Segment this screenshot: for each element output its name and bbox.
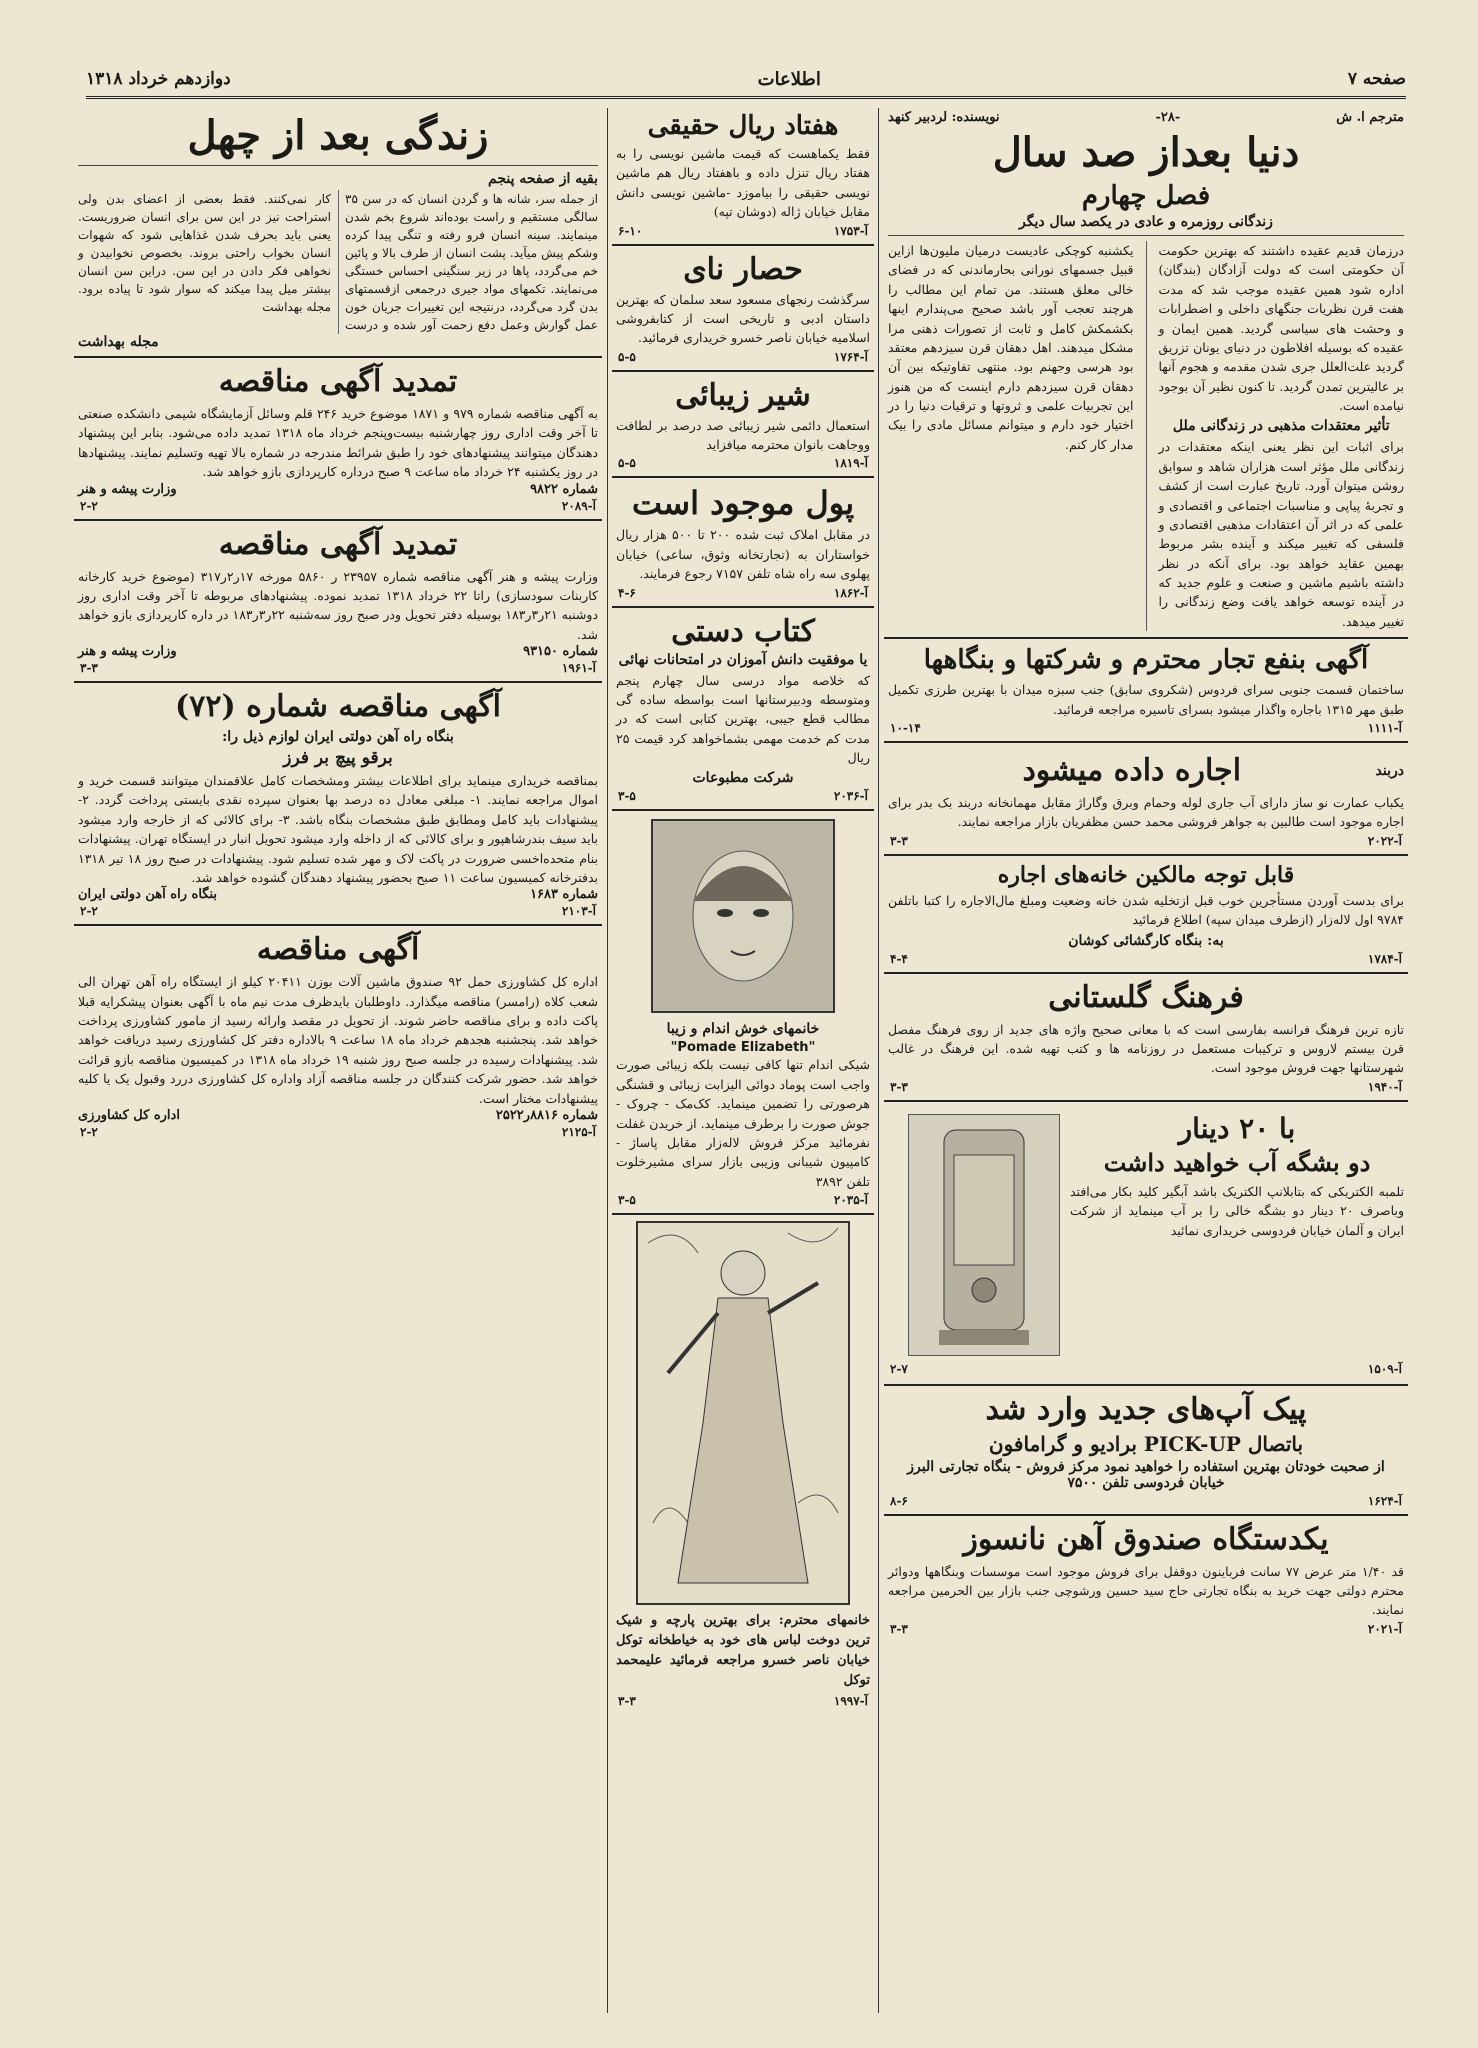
ad-num: ۶-۱۰ [618,223,643,238]
tender1-body: به آگهی مناقصه شماره ۹۷۹ و ۱۸۷۱ موضوع خرید ۲۴۶ قلم وسائل آزمایشگاه شیمی دانشکده صنعتی تا آخر وقت اداری روز چهارشنبه بیست‌وپنجم خرداد ماه ۱۳۱۸ تمدید داده می‌شود. بنابر این پیشنهاد دهندگان میتوانند پیشنهادهای خود را طبق شرائط مندرجه در شماره بالا تهیه وتسلیم نمایند. پیشنهادها در روز یکشنبه ۲۴ خرداد ماه ساعت ۹ صبح درداره کارپردازی بازو خواهد شد. [78,406,598,480]
ad-pickup [884,1392,1408,1508]
tender1-title: تمدید آگهی مناقصه [218,364,458,399]
stove-body: تلمبه الکتریکی که بتابلانپ الکتریک باشد آبگیر کلید بکار می‌افتد وباصرف ۲۰ دینار دو بشگه خالی را بر آب مینماید از شرکت ایران و آلمان خیابان فردوسی خریداری نمائید [1070,1184,1404,1238]
handbook-body: که خلاصه مواد درسی سال چهارم پنجم ومتوسطه ودبیرستانها است بواسطه ساده گی مطالب قطع جیبی، بهترین کتابی است که در مدت کم خدمت مهمی بشماخواهد کرد قیمت ۲۵ ریال [616,672,870,765]
rent-body: یکباب عمارت نو ساز دارای آب جاری لوله وحمام وبرق وگاراژ مقابل مهمانخانه دربند بک بدر برای اجاره موجود است طالبین به جواهر فروشی محمد حسن مظفریان بازار مراجعه نمایند. [888,795,1404,830]
tender3-items: برقو پیچ بر فرز [283,748,393,768]
right-column [884,108,1408,2013]
tender4-sign: اداره کل کشاورزی [78,1107,180,1123]
ad-num: ۲-۲ [80,1124,98,1139]
ad-num: ۸-۶ [890,1493,908,1508]
pickup-line: باتصال PICK-UP برادیو و گرامافون [988,1431,1304,1456]
ad-typing [612,111,874,238]
tender1-sign: وزارت پیشه و هنر [78,481,177,497]
ad-num: ۴-۶ [618,585,636,600]
ad-merchants [884,645,1408,735]
ad-num: ۴-۴ [890,951,908,966]
rent-title: اجاره داده میشود [1022,753,1242,789]
ad-landlords [884,862,1408,966]
tender3-title: آگهی مناقصه شماره (۷۲) [175,689,501,724]
ad-code: آ-۱۱۱۱ [1367,721,1402,736]
tender4-ref: شماره ۸۸۱۶ر۲۵۲۲ [495,1107,598,1123]
ad-code: آ-۱۷۵۳ [833,223,868,238]
page-header [86,62,1406,99]
issue-date: دوازدهم خرداد ۱۳۱۸ [86,69,231,89]
ad-num: ۳-۳ [618,1693,636,1708]
ad-num: ۵-۵ [618,456,636,471]
ad-num: ۳-۳ [890,833,908,848]
ad-merchants-body: ساختمان قسمت جنوبی سرای فردوس (شکروی سابق) جنب سبزه میدان با بهترین طرزی تکمیل طبق مهر ۱۳۱۵ باجاره واگذار میشود بسرای تاسیره مراجعه فرمائید. [888,682,1404,717]
newspaper-name: اطلاعات [757,68,821,90]
ad-code: آ-۲۱۲۵ [561,1124,596,1139]
stove-title: با ۲۰ دینار [1178,1111,1296,1145]
tender2-sign: وزارت پیشه و هنر [78,644,177,659]
tender2-body: وزارت پیشه و هنر آگهی مناقصه شماره ۲۳۹۵۷ ر ۵۸۶۰ مورخه ۱۷ر۲ر۳۱۷ (موضوع خرید کارخانه کاربنات سودسازی) راتا ۲۲ خرداد ۱۳۱۸ تمدید نموده. پیشنهادهای مربوطه تا آخر وقت اداری روز دوشنبه ۲۱ر۳ر۱۸۳ بوسیله دفتر تحویل ودر صبح روز سه‌شنبه ۲۲ر۳ر۱۸۳ در داره کارپردازی بازو خواهد شد. [78,568,599,642]
ad-code: آ-۲۰۳۶ [833,789,868,804]
ad-rent [884,749,1408,848]
ad-code: آ-۲۰۸۹ [561,498,596,513]
tender-72 [74,689,602,918]
ad-safe [884,1522,1408,1636]
safe-body: قد ۱/۴۰ متر عرض ۷۷ سانت فرباینون دوقفل برای فروش موجود است موسسات وبنگاهها ودوائر محترم دولتی جهت خرید به بنگاه تجارتی حاج سید حسین ورشوچی جنب بازار بین الحرمین مراجعه نمایند. [888,1563,1404,1618]
ad-dictionary [884,980,1408,1094]
dictionary-body: تازه ترین فرهنگ فرانسه بفارسی است که با معانی صحیح واژه های جدید از روی فرهنگ مفصل قرن بیستم لاروس و ترکیبات مستعمل در روزنامه ها و کتب تهیه شده. این فرهنگ در غالب شهرستانها جهت فروش موجود است. [888,1021,1404,1076]
ad-num: ۳-۳ [890,1079,908,1094]
ad-num: ۳-۵ [618,789,636,804]
ad-num: ۲-۷ [890,1361,908,1376]
tender-extension-1 [74,364,602,513]
tender4-body: اداره کل کشاورزی حمل ۹۲ صندوق ماشین آلات بوزن ۲۰۴۱۱ کیلو از ایستگاه راه آهن تهران الی شعب کلاه (رامسر) مناقصه میگذارد. داوطلبان بایدظرف مدت نیم ماه با آگهی بعنوان پیشکرایه قبلا پاکت داده و برای مناقصه حاضر شوند. از تحویل در مقصد وارائه رسید از مامور کشاورزی پرداخت خواهد شد. پنجشنبه هجدهم خرداد ماه ۱۸ ساعت ۹ بالاداره دفتر کل کشاورزی رسید دریافت خواهد شد. پیشنهادات رسیده در جلسه صبح روز شنبه ۱۹ خرداد ماه ۱۳۱۸ در کمیسیون مناقصه بازو قرائت خواهد شد. حضور شرکت کنندگان در جلسه مناقصه آزاد واداره کل کشاورزی دررد وقبول یک یا کلیه پیشنهادات مختار است. [78,974,599,1106]
serial-title: دنیا بعداز صد سال [992,129,1300,176]
tender3-sign: بنگاه راه آهن دولتی ایران [78,887,218,903]
ad-num: ۵-۵ [618,349,636,364]
ad-code: آ-۱۹۴۰ [1367,1079,1402,1094]
ad-code: آ-۱۹۶۱ [561,661,596,675]
typing-body: فقط یکماهست که قیمت ماشین نویسی را به هفتاد ریال تنزل داده و باهفتاد ریال هم ماشین نویسی حقیقی را بیاموزد -ماشین نویسی دانش مقابل خیابان ژاله (دوشان تپه) [616,146,870,220]
ad-book-hesar [612,252,874,364]
ad-num: ۲-۲ [80,904,98,919]
ad-code: آ-۱۸۱۹ [833,456,868,471]
ad-code: آ-۱۵۰۹ [1367,1361,1402,1376]
ad-handbook [612,614,874,804]
life-title: زندگی بعد از چهل [187,112,489,159]
translator: مترجم ا. ش [1336,110,1404,125]
serial-text-a: درزمان قدیم عقیده داشتند که بهترین حکومت آن حکومتی است که دولت آزادگان (بندگان) اداره شود همین عقیده موجب شد که مدت هفت قرن نظریات جنگهای داخلی و اضطرابات و وحشت های سیاسی گردید. همین ایمان و عقیده که بوسیله افلاطون در دنیای یونان تزریق گردید علت‌العلل جری شدن مقدمه و هجوم آنها بر عالیترین تمدن گردید. تا کنون نظیر آن بوجود نیامده است. [1158,243,1404,413]
ad-num: ۲-۲ [80,498,98,513]
tender2-title: تمدید آگهی مناقصه [218,526,458,562]
serial-subtitle: زندگانی روزمره و عادی در یکصد سال دیگر [1019,214,1273,230]
ad-beauty-milk [612,378,874,471]
ad-code: آ-۲۰۲۲ [1367,833,1402,848]
ad-code: آ-۱۸۶۲ [833,585,868,600]
woman-portrait-illustration [651,819,835,1013]
middle-column [612,108,874,2013]
money-title: پول موجود است [631,484,855,523]
landlords-title: قابل توجه مالکین خانه‌های اجاره [997,861,1295,888]
ad-num: ۳-۳ [890,1621,908,1636]
pomade-brand: "Pomade Elizabeth" [670,1040,816,1056]
tender-extension-2 [74,527,602,676]
tender1-ref: شماره ۹۸۲۲ [530,481,598,497]
water-heater-illustration [908,1114,1060,1356]
column-divider [607,108,608,2013]
column-divider [878,108,879,2013]
life-sign: مجله بهداشت [78,334,159,350]
ad-num: ۳-۳ [80,661,98,675]
serial-story [884,110,1408,631]
pickup-body: از صحبت خودتان بهترین استفاده را خواهید نمود مرکز فروش - بنگاه تجارتی البرز خیابان فردوسی تلفن ۷۵۰۰ [907,1458,1385,1491]
tender3-intro: بنگاه راه آهن دولتی ایران لوازم ذیل را: [222,729,454,745]
ad-code: آ-۱۷۸۴ [1367,951,1402,966]
serial-subheading: تأثیر معتقدات مذهبی در زندگانی ملل [1172,418,1390,435]
ad-num: ۱۰-۱۴ [890,721,921,736]
chapter-title: فصل چهارم [1081,181,1211,211]
stove-subtitle: دو بشگه آب خواهید داشت [1103,1148,1371,1178]
beauty-milk-title: شیر زیبائی [675,377,811,413]
tender4-title: آگهی مناقصه [256,932,420,968]
ad-code: آ-۱۷۶۴ [833,349,868,364]
ad-code: آ-۱۹۹۷ [833,1693,868,1708]
handbook-title: کتاب دستی [671,613,815,649]
page-number: صفحه ۷ [1347,69,1406,89]
life-body: از جمله سر، شانه ها و گردن انسان که در سن ۳۵ سالگی مستقیم و راست بوده‌اند شروع بخم شدن مینمایند. سینه انسان فرو رفته و تنگی پیدا کرده وشکم پیش میآید. پشت انسان از طرف بالا و پائین خم می‌گردد، پاها در زیر سنگینی احساس خستگی می‌نمایند. تکمهای مواد جیری درجمعی ازقسمتهای بدن گرد می‌گردد، درنتیجه این تغییرات جریان خون عمل گوارش وعمل دفع زحمت آور شده و درست کار نمی‌کنند. فقط بعضی از اعضای بدن ولی استراحت نیز در این سن برای انسان ضروریست. یعنی باید بحرف شدن غذاهایی شود که شهوات انسان بخواب راحتی بروند. بخصوص نخوابیدن و نخواهی فکر دادن در این سن. دراین سن انسان بیشتر میل پیدا میکند که سوار شود تا پیاده برود. مجله بهداشت [78,192,598,332]
tender3-ref: شماره ۱۶۸۳ [530,887,598,903]
landlords-body: برای بدست آوردن مستأجرین خوب قبل ازتخلیه شدن خانه وضعیت ومبلغ مال‌الاجاره را کتبا باتلفن ۹۷۸۴ اول لاله‌زار (ازطرف میدان سپه) اطلاع فرمائید [888,892,1404,928]
handbook-subtitle: یا موفقیت دانش آموزان در امتحانات نهائی [618,651,868,668]
tailor-body: خانمهای محترم: برای بهترین پارچه و شیک ترین دوخت لباس های خود به خیاطخانه توکل خیابان ناصر خسرو مراجعه فرمائید علیمحمد توکل [616,1613,870,1689]
rent-tag: دربند [1375,763,1404,780]
author: نویسنده: لردبیر کنهد [888,110,1000,125]
ad-money [612,484,874,599]
pickup-title: پیک آپ‌های جدید وارد شد [985,1391,1307,1427]
landlords-sign: به: بنگاه کارگشائی کوشان [1068,932,1224,949]
ad-pomade [612,819,874,1207]
beauty-milk-body: استعمال دائمی شیر زیبائی صد درصد بر لطافت ووجاهت بانوان محترمه میافزاید [616,417,870,452]
ad-num: ۳-۵ [618,1193,636,1207]
money-body: در مقابل املاک ثبت شده ۲۰۰ تا ۵۰۰ هزار ریال خواستاران به (تجارتخانه وثوق، ساعی) خیابان پهلوی سه راه شاه تلفن ۷۱۵۷ رجوع فرمایند. [616,527,871,582]
serial-text-b: برای اثبات این نظر یعنی اینکه معتقدات در زندگانی ملل مؤثر است هزاران شاهد و سوابق روشن میتوان آورد. تاریخ عبارت است از کشف و تجربهٔ پیاپی و مناسبات اجتماعی و اقتصادی و علمی که در اثر آن اعتقادات مذهبی اقتصادی و فلسفی که تغییر میکند و آینده بشر مربوط بهمین عقاید خواهد بود. برای آنکه در نظر داشته باشیم ماشین و صنعت و علوم جدید که در آینده توسعه خواهد یافت وضع زندگانی را تغییر میدهد. [1158,439,1404,629]
article-life-after-forty [74,112,602,350]
serial-text-c: یکشنبه کوچکی عادیست درمیان ملیون‌ها ازاین قبیل جسمهای نورانی بحارماندنی که در فضای خالی معلق هستند. من تمام این مطالب را هرچند تعجب آور باشد صحیح می‌پندارم اینها بکشمکش کامل و ثابت از تصورات ذهنی مرا مشکل میدهند. اهل دهقان قرن سیزدهم معتقد بود هرسی وجهنم بود. منتهی تفاوتیکه بین آن دهقان قرن سیزدهم دارم اینست که من هنوز این تجربیات علمی و ثروتها و ترقیات دنیا را در اختیار خود دارم و میتوانم مسائل مادی را بیک مدار کار کنم. [888,243,1134,452]
typing-title: هفتاد ریال حقیقی [647,111,839,141]
life-continued: بقیه از صفحه پنجم [488,171,598,187]
hesar-title: حصار نای [683,251,803,287]
safe-title: یکدستگاه صندوق آهن نانسوز [963,1521,1329,1557]
ad-merchants-title: آگهی بنفع تجار محترم و شرکتها و بنگاهها [923,645,1369,676]
tender-agriculture [74,932,602,1139]
ad-stove [884,1108,1408,1378]
fashion-illustration [636,1221,850,1605]
ad-code: آ-۱۶۲۴ [1367,1493,1402,1508]
ad-code: آ-۲۰۲۱ [1367,1621,1402,1636]
tender2-ref: شماره ۹۳۱۵۰ [523,644,598,659]
ad-code: آ-۲۰۳۵ [833,1193,868,1207]
tender3-body: بمناقصه خریداری مینماید برای اطلاعات بیشتر ومشخصات کامل علاقمندان میتوانند قسمت خرید و اموال مراجعه نمایند. ۱- مبلغی معادل ده درصد بها بعنوان سپرده نقدی بایستی پرداخت گردد. ۲- پیشنهادات باید کامل ومطابق طبق مشخصات بنگاه باشد. ۳- برای کالائی که از خارجه وارد میشود باید سیف بندرشاهپور و برای کالائی که از داخله وارد میشود تحویل انبار در ایستگاه تهران. پیشنهادات بنام متحده‌اخسی ضرورت در پاکت لاک و مهر شده تسلیم شود. پیشنهادات در صبح روز ۱۸ تیر ۱۳۱۸ بدفترخانه کمیسیون ساعت ۱۱ صبح بحضور پیشنهاد دهندگان گشوده خواهد شد. [78,773,599,885]
handbook-sign: شرکت مطبوعات [692,770,794,787]
ad-code: آ-۲۱۰۳ [561,904,596,919]
left-column [74,108,602,2013]
pomade-title: خانمهای خوش اندام و زیبا [666,1021,820,1038]
serial-number: -۲۸- [1155,110,1181,125]
dictionary-title: فرهنگ گلستانی [1048,979,1244,1015]
pomade-body: شیکی اندام تنها کافی نیست بلکه زیبائی صورت واجب است پوماد دوائی الیزابت زیبائی و قشنگی هرصورتی را تضمین مینماید. کک‌مک - چروک - جوش صورت را برطرف مینماید. از خریدن غفلت نفرمائید مرکز فروش لاله‌زار مقابل پاساژ - کامپیون شیبانی وزیبی بازار سرای مشیرخلوت تلفن ۳۸۹۲ [616,1057,870,1189]
ad-tailor [612,1221,874,1708]
hesar-body: سرگذشت رنجهای مسعود سعد سلمان که بهترین داستان ادبی و تاریخی است از کتابفروشی اسلامیه خیابان ناصر خسرو خریداری فرمائید. [616,291,870,346]
